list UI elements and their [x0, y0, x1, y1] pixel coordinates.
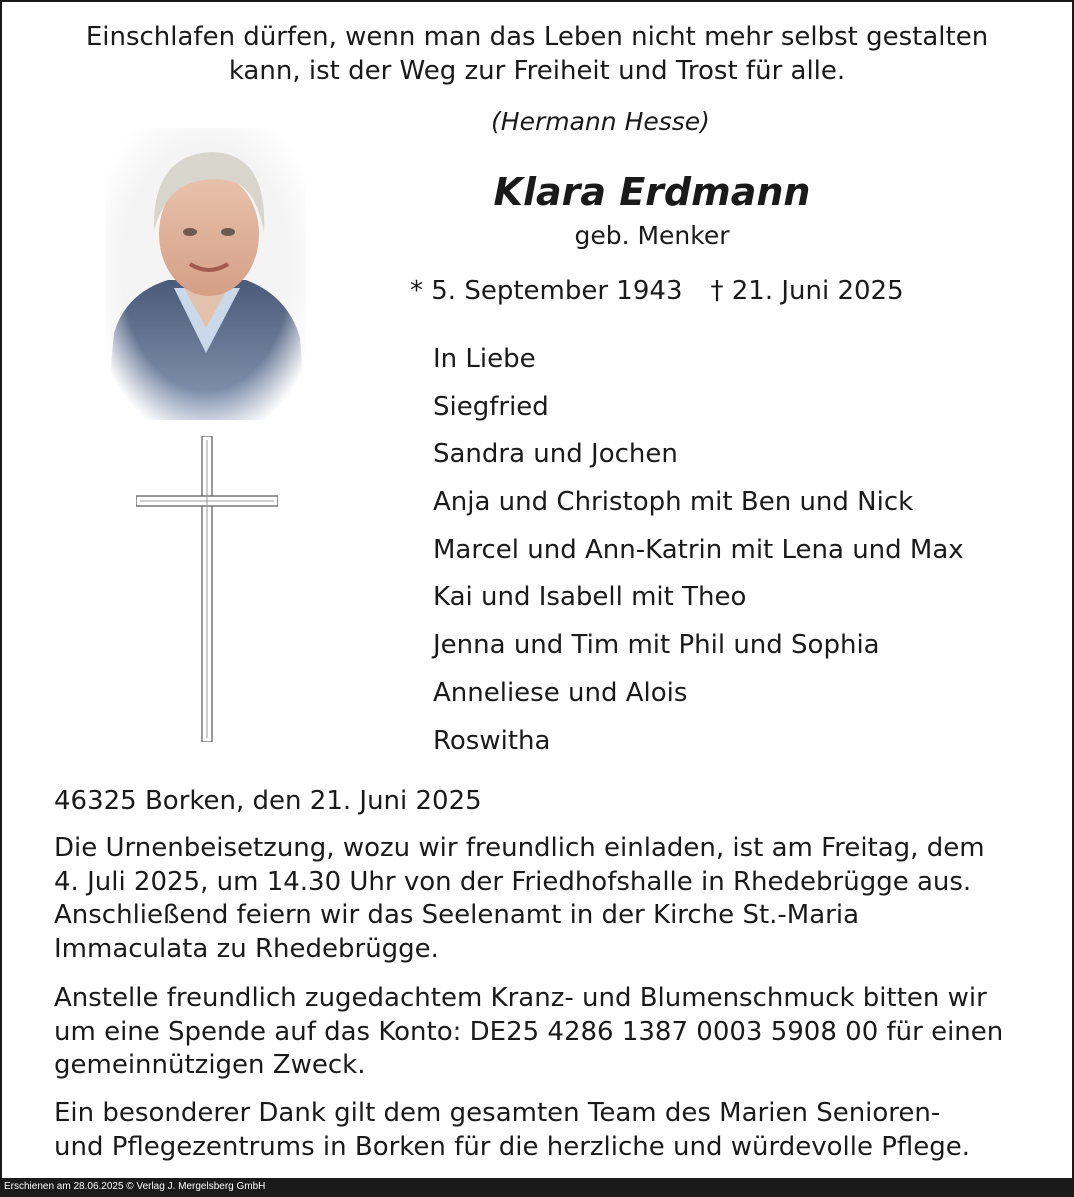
motto-line: kann, ist der Weg zur Freiheit und Trost für alle.	[228, 56, 846, 86]
donation-paragraph	[54, 982, 1044, 1083]
maiden-name: geb. Menker	[574, 221, 730, 250]
mourner-line: Kai und Isabell mit Theo	[433, 582, 747, 613]
paragraph-line: und Pflegezentrums in Borken für die herzliche und würdevolle Pflege.	[54, 1131, 971, 1162]
mourner-line: Marcel und Ann-Katrin mit Lena und Max	[433, 534, 964, 565]
publication-credit: Erschienen am 28.06.2025 © Verlag J. Mergelsberg GmbH	[4, 1181, 266, 1192]
mourner-line: Jenna und Tim mit Phil und Sophia	[433, 630, 880, 661]
mourner-line: Anja und Christoph mit Ben und Nick	[433, 487, 914, 518]
motto-line: Einschlafen dürfen, wenn man das Leben nicht mehr selbst gestalten	[85, 22, 989, 52]
portrait-photo	[106, 128, 306, 420]
paragraph-line: Die Urnenbeisetzung, wozu wir freundlich einladen, ist am Freitag, dem	[54, 833, 985, 863]
paragraph-line: Anschließend feiern wir das Seelenamt in der Kirche St.-Maria	[54, 900, 859, 930]
paragraph-line: Immaculata zu Rhedebrügge.	[54, 933, 439, 964]
paragraph-line: 4. Juli 2025, um 14.30 Uhr von der Friedhofshalle in Rhedebrügge aus.	[54, 866, 972, 897]
paragraph-line: um eine Spende auf das Konto: DE25 4286 1387 0003 5908 00 für einen	[54, 1016, 1004, 1047]
publication-footer	[0, 1178, 1074, 1197]
motto-author: (Hermann Hesse)	[491, 107, 710, 136]
cross-icon	[136, 436, 278, 742]
mourner-line: Roswitha	[433, 725, 551, 756]
funeral-info-paragraph	[54, 832, 1044, 966]
thanks-paragraph	[54, 1097, 1044, 1164]
life-dates	[410, 274, 904, 308]
mourner-line: In Liebe	[433, 344, 536, 374]
mourner-line: Siegfried	[433, 391, 549, 422]
portrait-photo-icon	[106, 128, 306, 420]
mourner-line: Sandra und Jochen	[433, 439, 678, 470]
mourners-list	[433, 336, 964, 765]
paragraph-line: Ein besonderer Dank gilt dem gesamten Team des Marien Senioren-	[54, 1098, 941, 1128]
deceased-name: Klara Erdmann	[493, 170, 811, 214]
place-date: 46325 Borken, den 21. Juni 2025	[54, 786, 482, 816]
paragraph-line: Anstelle freundlich zugedachtem Kranz- und Blumenschmuck bitten wir	[54, 983, 987, 1013]
death-date: † 21. Juni 2025	[710, 276, 904, 306]
paragraph-line: gemeinnützigen Zweck.	[54, 1050, 366, 1080]
motto-quote	[42, 20, 1032, 88]
mourner-line: Anneliese und Alois	[433, 677, 688, 708]
birth-date: * 5. September 1943	[410, 276, 683, 306]
